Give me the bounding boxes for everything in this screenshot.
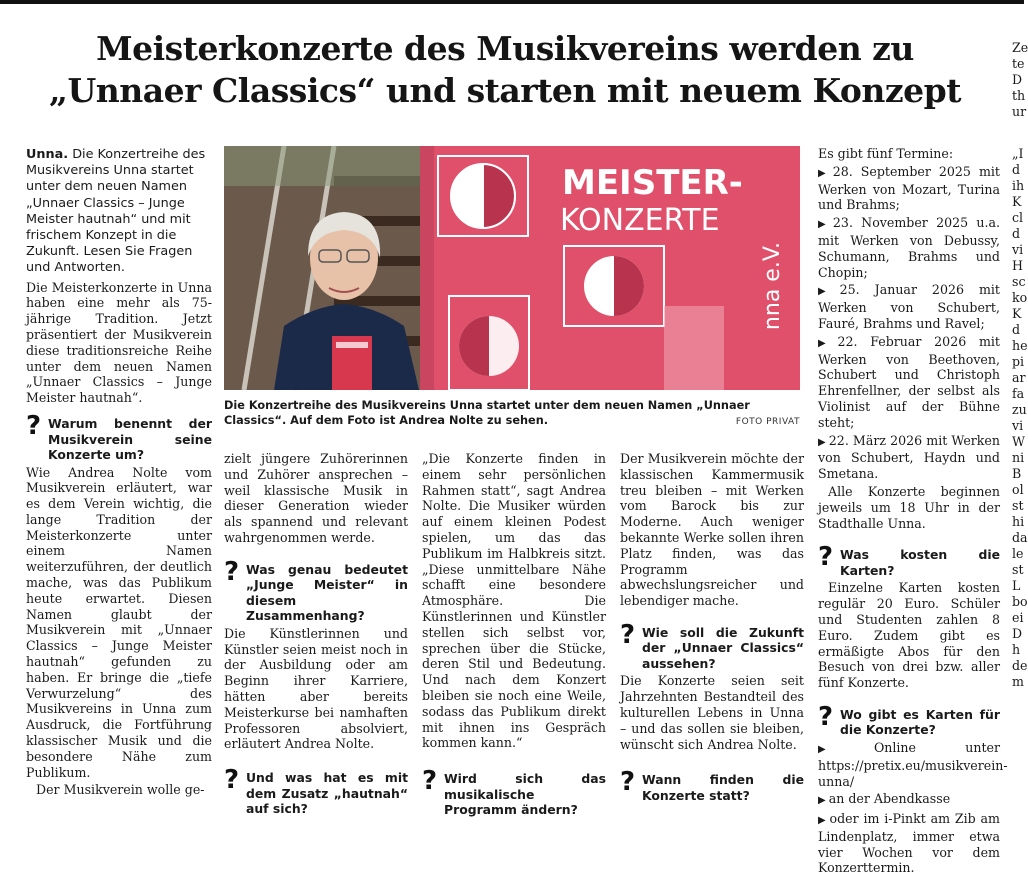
fragment-text: B xyxy=(1012,466,1022,481)
dates-outro: Alle Konzerte beginnen jeweils um 18 Uhr in der Stadthalle Unna. xyxy=(818,483,1000,531)
question-rename xyxy=(26,411,212,463)
fragment-text: L xyxy=(1012,578,1021,593)
column-1 xyxy=(26,147,212,800)
fragment-text: K xyxy=(1012,306,1022,321)
banner-title-1: MEISTER- xyxy=(562,163,743,203)
article-headline xyxy=(0,28,1010,112)
question-mark-icon: ? xyxy=(620,767,636,798)
fragment-text: ur xyxy=(1012,104,1027,119)
article-photo xyxy=(224,146,800,390)
triangle-bullet-icon: ▶ xyxy=(818,337,835,349)
answer-rename-1: Wie Andrea Nolte vom Musikverein erläutert, war es dem Verein wichtig, die lange Tradition der Meisterkonzerte unter einem Namen weiterzuführen, der deutlich mache, was das Publikum heute erwartet. Diesen Namen glaubt der Musikverein mit „Unnaer Classics – Junge Meister hautnah“ gefunden zu haben. Er bringe die „tiefe Verwurzelung“ des Musikvereins in Unna zum Ausdruck, die Fortführung klassischer Musik und die besondere Nähe zum Publikum. xyxy=(26,464,212,780)
date-item: ▶ 25. Januar 2026 mit Werken von Schubert, Fauré, Brahms und Ravel; xyxy=(818,282,1000,331)
fragment-text: le xyxy=(1012,546,1024,561)
question-mark-icon: ? xyxy=(26,411,42,441)
fragment-text: bo xyxy=(1012,594,1028,609)
fragment-text: d xyxy=(1012,162,1021,177)
question-kosten xyxy=(818,542,1000,578)
answer-kosten: Einzelne Karten kosten regulär 20 Euro. Schüler und Studenten zahlen 8 Euro. Zudem gibt es ermäßigte Abos für den Besuch von drei bzw. aller fünf Konzerte. xyxy=(818,580,1000,691)
fragment-text: sc xyxy=(1012,274,1026,289)
question-junge-meister-text: Was genau bedeutet „Junge Meister“ in diesem Zusammenhang? xyxy=(246,561,408,624)
fragment-text: ko xyxy=(1012,290,1028,305)
question-kosten-text: Was kosten die Karten? xyxy=(840,547,1000,578)
question-mark-icon: ? xyxy=(422,766,438,797)
column-2 xyxy=(224,451,408,819)
fragment-text: W xyxy=(1012,434,1025,449)
top-rule xyxy=(0,0,1024,4)
question-zukunft xyxy=(620,619,804,672)
fragment-text: te xyxy=(1012,56,1025,71)
fragment-text: ni xyxy=(1012,450,1025,465)
banner-vertical-text: nna e.V. xyxy=(760,241,785,331)
banner-title-2: KONZERTE xyxy=(560,203,720,238)
fragment-text: he xyxy=(1012,338,1028,353)
photo-credit: FOTO PRIVAT xyxy=(735,417,800,427)
date-item: ▶ 22. März 2026 mit Werken von Schubert, Haydn und Smetana. xyxy=(818,432,1000,482)
answer-junge-meister: Die Künstlerinnen und Künstler seien meist noch in der Ausbildung oder am Beginn ihrer Karriere, hätten aber bereits Meisterkurse bei namhaften Professoren absolviert, erläutert Andrea Nolte. xyxy=(224,625,408,752)
lead-paragraph xyxy=(26,147,212,277)
fragment-text: zu xyxy=(1012,402,1027,417)
adjacent-column-fragment xyxy=(1008,0,1028,836)
fragment-text: hi xyxy=(1012,514,1025,529)
headline-line-1: Meisterkonzerte des Musikvereins werden zu xyxy=(96,29,914,68)
ticket-item: ▶ Online unter https://pretix.eu/musikverein-unna/ xyxy=(818,739,1008,789)
fragment-text: ol xyxy=(1012,482,1024,497)
question-termine-text: Wann finden die Konzerte statt? xyxy=(642,772,804,803)
answer-rename-2-cont: zielt jüngere Zuhörerinnen und Zuhörer ansprechen – weil klassische Musik in dieser Generation wieder als spannend und relevant wahrgenommen werde. xyxy=(224,451,408,545)
photo-illustration xyxy=(224,146,800,390)
fragment-text: H xyxy=(1012,258,1023,273)
dates-intro: Es gibt fünf Termine: xyxy=(818,146,954,161)
ticket-item: ▶ oder im i-Pinkt am Zib am Lindenplatz, immer etwa vier Wochen vor dem Konzerttermin. xyxy=(818,811,1000,876)
question-hautnah xyxy=(224,765,408,817)
question-mark-icon: ? xyxy=(224,556,240,587)
triangle-bullet-icon: ▶ xyxy=(818,436,826,448)
dateline: Unna. xyxy=(26,147,69,162)
question-junge-meister xyxy=(224,556,408,624)
question-programm-text: Wird sich das musikalische Programm ändern? xyxy=(444,771,606,818)
triangle-bullet-icon: ▶ xyxy=(818,167,830,179)
ticket-item: ▶ an der Abendkasse xyxy=(818,791,951,807)
fragment-text: st xyxy=(1012,498,1024,513)
fragment-text: d xyxy=(1012,322,1021,337)
fragment-text: fa xyxy=(1012,386,1025,401)
question-programm xyxy=(422,766,606,818)
headline-line-2: „Unnaer Classics“ und starten mit neuem Konzept xyxy=(49,71,961,110)
fragment-text: ei xyxy=(1012,610,1024,625)
column-5 xyxy=(818,146,1008,878)
triangle-bullet-icon: ▶ xyxy=(818,743,871,755)
fragment-text: ar xyxy=(1012,370,1026,385)
intro-paragraph: Die Meisterkonzerte in Unna haben eine mehr als 75-jährige Tradition. Jetzt präsentiert der Musikverein diese traditionsreiche Reihe unter dem neuen Namen „Unnaer Classics – Junge Meister hautnah“. xyxy=(26,279,212,406)
answer-zukunft: Die Konzerte seien seit Jahrzehnten Bestandteil des kulturellen Lebens in Unna – und das sollen sie bleiben, wünscht sich Andrea Nolte. xyxy=(620,673,804,752)
date-item: ▶ 23. November 2025 u.a. mit Werken von Debussy, Schumann, Brahms und Chopin; xyxy=(818,215,1000,280)
question-zukunft-text: Wie soll die Zukunft der „Unnaer Classics“ aussehen? xyxy=(642,624,804,671)
lead-text: Die Konzertreihe des Musikvereins Unna startet unter dem neuen Namen „Unnaer Classics – Junge Meister hautnah“ und mit frischem Konzept in die Zukunft. Lesen Sie Fragen und Antworten. xyxy=(26,147,206,276)
question-termine xyxy=(620,767,804,803)
fragment-text: de xyxy=(1012,658,1028,673)
fragment-text: cl xyxy=(1012,210,1024,225)
fragment-text: K xyxy=(1012,194,1022,209)
triangle-bullet-icon: ▶ xyxy=(818,795,826,807)
triangle-bullet-icon: ▶ xyxy=(818,286,837,298)
question-mark-icon: ? xyxy=(818,542,834,573)
fragment-text: th xyxy=(1012,88,1026,103)
question-vorverkauf-text: Wo gibt es Karten für die Konzerte? xyxy=(840,706,1000,738)
column-4 xyxy=(620,451,804,805)
fragment-text: d xyxy=(1012,226,1021,241)
fragment-text: st xyxy=(1012,562,1024,577)
answer-programm: Der Musikverein möchte der klassischen Kammermusik treu bleiben – mit Werken vom Barock bis zur Moderne. Auch weniger bekannte Werke sollen ihren Platz finden, was das Programm abwechslungsreicher und lebendiger mache. xyxy=(620,451,804,609)
triangle-bullet-icon: ▶ xyxy=(818,815,827,827)
column-3 xyxy=(422,451,606,820)
date-item: ▶ 22. Februar 2026 mit Werken von Beethoven, Schubert und Christoph Ehrenfellner, der selbst als Violinist auf der Bühne steht; xyxy=(818,333,1000,430)
fragment-text: D xyxy=(1012,626,1023,641)
question-mark-icon: ? xyxy=(620,619,636,650)
fragment-text: h xyxy=(1012,642,1021,657)
fragment-text: m xyxy=(1012,674,1024,689)
date-item: ▶ 28. September 2025 mit Werken von Mozart, Turina und Brahms; xyxy=(818,163,1000,213)
photo-caption: Die Konzertreihe des Musikvereins Unna startet unter dem neuen Namen „Unnaer Classics“. Auf dem Foto ist Andrea Nolte zu sehen. xyxy=(224,399,750,427)
question-mark-icon: ? xyxy=(818,701,834,732)
fragment-text: D xyxy=(1012,72,1023,87)
question-mark-icon: ? xyxy=(224,765,240,796)
fragment-text: ih xyxy=(1012,178,1025,193)
answer-rename-2-start: Der Musikverein wolle ge- xyxy=(36,782,205,798)
fragment-text: da xyxy=(1012,530,1028,545)
answer-hautnah: „Die Konzerte finden in einem sehr persönlichen Rahmen statt“, sagt Andrea Nolte. Die Musiker würden auf einem kleinen Podest spielen, um das das Publikum im Halbkreis sitzt. „Diese unmittelbare Nähe schafft eine besondere Atmosphäre. Die Künstlerinnen und Künstler stellen sich selbst vor, sprechen über die Stücke, deren Stil und Bedeutung. Und nach dem Konzert bleiben sie noch eine Weile, sodass das Publikum direkt mit ihnen ins Gespräch kommen kann.“ xyxy=(422,451,606,751)
triangle-bullet-icon: ▶ xyxy=(818,219,830,231)
question-vorverkauf xyxy=(818,701,1000,738)
fragment-text: Ze xyxy=(1012,40,1028,55)
question-hautnah-text: Und was hat es mit dem Zusatz „hautnah“ auf sich? xyxy=(246,770,408,817)
fragment-text: „I xyxy=(1012,146,1024,161)
question-rename-text: Warum benennt der Musikverein seine Konzerte um? xyxy=(48,416,212,462)
fragment-text: pi xyxy=(1012,354,1025,369)
fragment-text: vi xyxy=(1012,242,1024,257)
fragment-text: vi xyxy=(1012,418,1024,433)
